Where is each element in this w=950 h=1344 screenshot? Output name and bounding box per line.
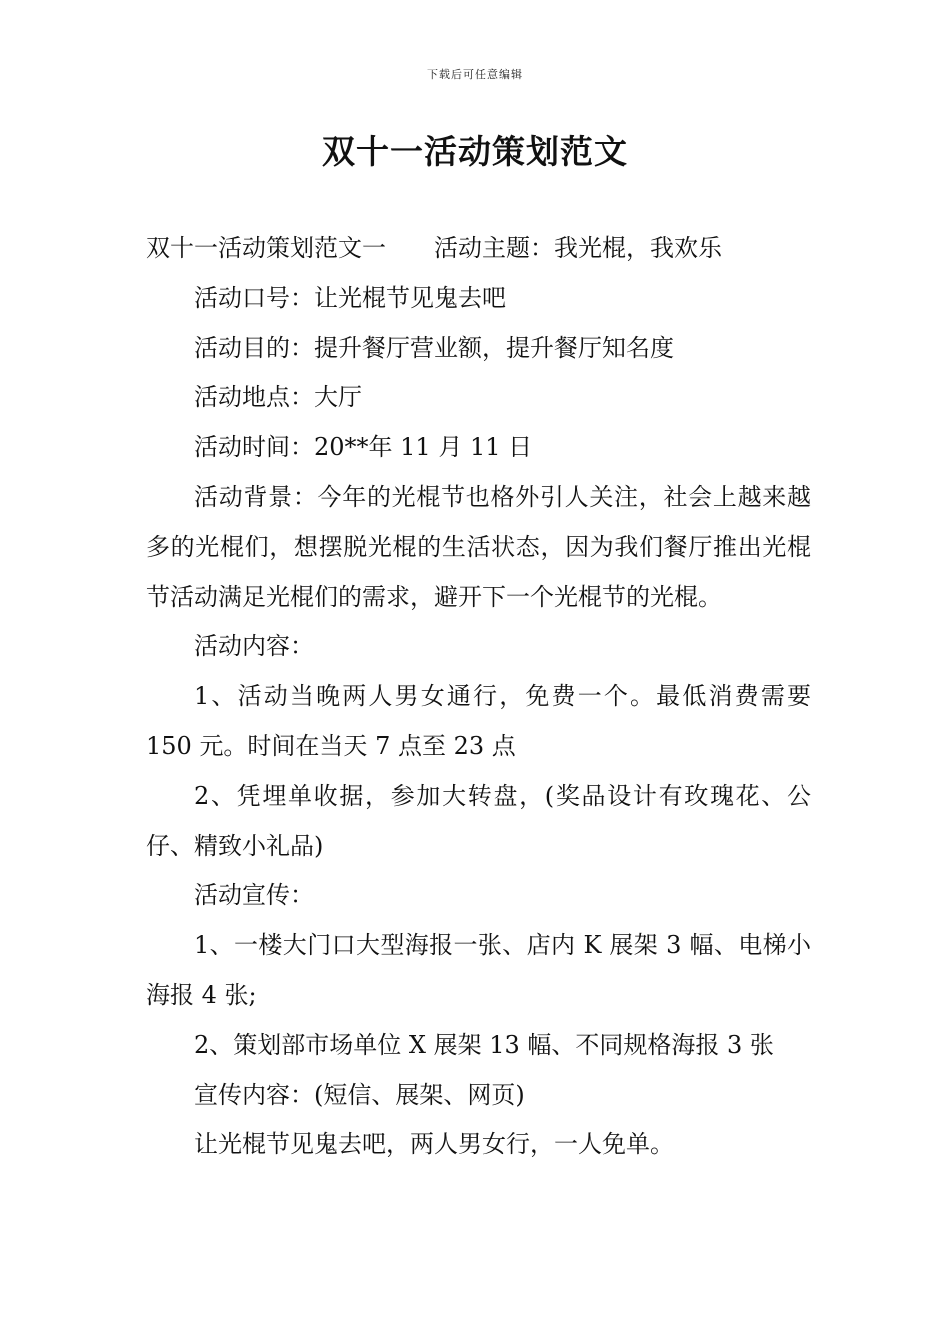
section-heading: 双十一活动策划范文一 — [146, 234, 386, 262]
content-item-1: 1、活动当晚两人男女通行，免费一个。最低消费需要 150 元。时间在当天 7 点至 23 点 — [146, 682, 811, 760]
activity-promotion-heading: 活动宣传： — [194, 881, 314, 910]
activity-content-heading: 活动内容： — [194, 632, 314, 661]
activity-theme: 活动主题：我光棍，我欢乐 — [434, 234, 722, 262]
paragraph-intro — [146, 224, 811, 274]
promotion-content: 宣传内容：(短信、展架、网页) — [194, 1080, 525, 1109]
activity-slogan: 活动口号：让光棍节见鬼去吧 — [194, 283, 506, 312]
activity-purpose: 活动目的：提升餐厅营业额，提升餐厅知名度 — [194, 333, 674, 362]
header-note: 下载后可任意编辑 — [427, 68, 523, 81]
promotion-message: 让光棍节见鬼去吧，两人男女行，一人免单。 — [194, 1130, 674, 1159]
activity-time: 活动时间：20**年 11 月 11 日 — [194, 433, 533, 462]
content-item-2: 2、凭埋单收据，参加大转盘，(奖品设计有玫瑰花、公仔、精致小礼品) — [146, 781, 811, 860]
promotion-item-2: 2、策划部市场单位 X 展架 13 幅、不同规格海报 3 张 — [194, 1030, 774, 1059]
activity-background: 活动背景：今年的光棍节也格外引人关注，社会上越来越多的光棍们，想摆脱光棍的生活状态，因为我们餐厅推出光棍节活动满足光棍们的需求，避开下一个光棍节的光棍。 — [146, 482, 811, 611]
promotion-item-1: 1、一楼大门口大型海报一张、店内 K 展架 3 幅、电梯小海报 4 张; — [146, 931, 811, 1009]
document-body — [146, 224, 811, 1170]
activity-location: 活动地点：大厅 — [194, 383, 362, 412]
document-title: 双十一活动策划范文 — [322, 132, 628, 171]
